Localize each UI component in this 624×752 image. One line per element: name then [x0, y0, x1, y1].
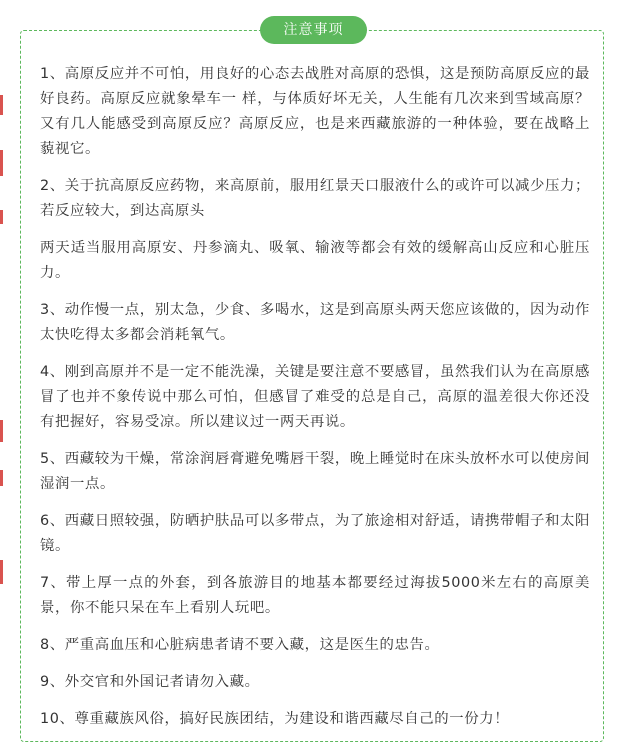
notice-item-6: 6、西藏日照较强，防晒护肤品可以多带点，为了旅途相对舒适，请携带帽子和太阳镜。 — [40, 513, 590, 554]
notice-item-4: 4、刚到高原并不是一定不能洗澡，关键是要注意不要感冒，虽然我们认为在高原感冒了也并不象传说中那么可怕，但感冒了难受的总是自己，高原的温差很大你还没有把握好，容易受凉。所以建议过一两天再说。 — [40, 364, 590, 430]
page-title: 注意事项 — [260, 16, 367, 44]
left-edge-decoration — [0, 0, 3, 752]
notice-item-3: 3、动作慢一点，别太急，少食、多喝水，这是到高原头两天您应该做的，因为动作太快吃得太多都会消耗氧气。 — [40, 302, 590, 343]
notice-item-5: 5、西藏较为干燥，常涂润唇膏避免嘴唇干裂，晚上睡觉时在床头放杯水可以使房间湿润一点。 — [40, 451, 590, 492]
notice-list — [40, 62, 590, 744]
notice-item-1: 1、高原反应并不可怕，用良好的心态去战胜对高原的恐惧，这是预防高原反应的最好良药。高原反应就象晕车一 样，与体质好坏无关，人生能有几次来到雪域高原？又有几人能感受到高原反应？高原反应，也是来西藏旅游的一种体验，要在战略上藐视它。 — [40, 66, 590, 157]
notice-item-10: 10、尊重藏族风俗，搞好民族团结，为建设和谐西藏尽自己的一份力！ — [40, 711, 510, 727]
notice-item-2: 2、关于抗高原反应药物，来高原前，服用红景天口服液什么的或许可以减少压力；若反应较大，到达高原头 — [40, 178, 590, 219]
notice-item-2-continued: 两天适当服用高原安、丹参滴丸、吸氧、输液等都会有效的缓解高山反应和心脏压力。 — [40, 240, 590, 281]
notice-item-8: 8、严重高血压和心脏病患者请不要入藏，这是医生的忠告。 — [40, 637, 440, 653]
notice-item-7: 7、带上厚一点的外套，到各旅游目的地基本都要经过海拔5000米左右的高原美景，你不能只呆在车上看别人玩吧。 — [40, 575, 590, 616]
notice-item-9: 9、外交官和外国记者请勿入藏。 — [40, 674, 260, 690]
